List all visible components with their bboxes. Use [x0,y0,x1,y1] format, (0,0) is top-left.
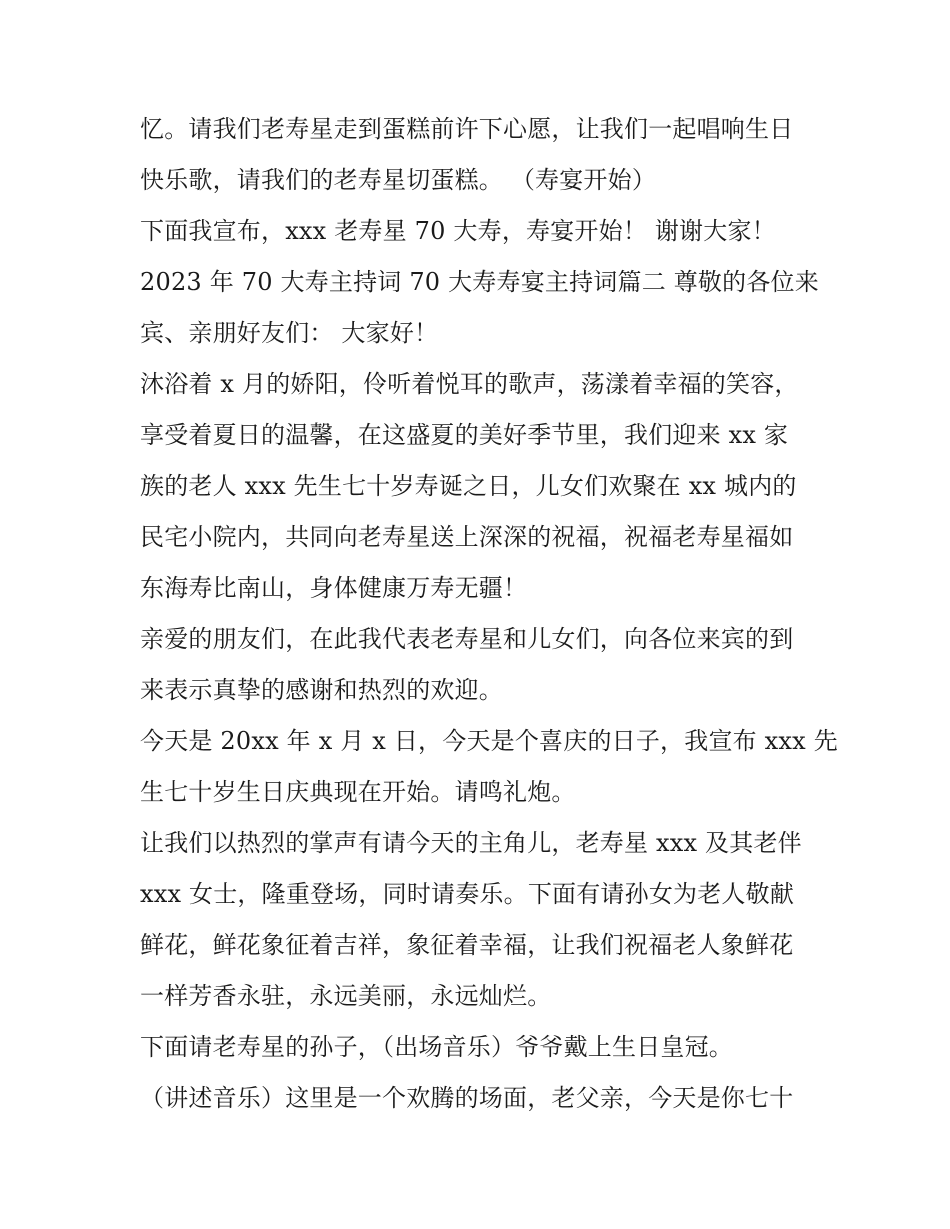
text-line: 亲爱的朋友们，在此我代表老寿星和儿女们，向各位来宾的到 [140,625,794,653]
text-line: 民宅小院内，共同向老寿星送上深深的祝福，祝福老寿星福如 [140,523,794,551]
text-line: （讲述音乐）这里是一个欢腾的场面，老父亲，今天是你七十 [140,1084,794,1112]
text-line: 享受着夏日的温馨，在这盛夏的美好季节里，我们迎来 xx 家 [140,421,789,449]
text-line: 让我们以热烈的掌声有请今天的主角儿，老寿星 xxx 及其老伴 [140,829,802,857]
text-line: 沐浴着 x 月的娇阳，伶听着悦耳的歌声，荡漾着幸福的笑容， [140,370,799,398]
text-line: 下面我宣布，xxx 老寿星 70 大寿，寿宴开始！ 谢谢大家！ [140,217,776,245]
text-line: xxx 女士，隆重登场，同时请奏乐。下面有请孙女为老人敬献 [140,880,795,908]
text-line: 快乐歌，请我们的老寿星切蛋糕。 （寿宴开始） [140,166,657,194]
text-line: 鲜花，鲜花象征着吉祥，象征着幸福，让我们祝福老人象鲜花 [140,931,794,959]
text-line: 来表示真挚的感谢和热烈的欢迎。 [140,676,503,704]
document-body [140,104,838,1124]
text-line: 2023 年 70 大寿主持词 70 大寿寿宴主持词篇二 尊敬的各位来 [140,268,819,296]
text-line: 忆。请我们老寿星走到蛋糕前许下心愿，让我们一起唱响生日 [140,115,794,143]
text-line: 族的老人 xxx 先生七十岁寿诞之日，儿女们欢聚在 xx 城内的 [140,472,797,500]
text-line: 一样芳香永驻，永远美丽，永远灿烂。 [140,982,552,1010]
text-line: 生七十岁生日庆典现在开始。请鸣礼炮。 [140,778,576,806]
text-line: 今天是 20xx 年 x 月 x 日，今天是个喜庆的日子，我宣布 xxx 先 [140,727,838,755]
text-line: 下面请老寿星的孙子，（出场音乐）爷爷戴上生日皇冠。 [140,1033,733,1061]
text-line: 东海寿比南山，身体健康万寿无疆！ [140,574,528,602]
text-line: 宾、亲朋好友们： 大家好！ [140,319,439,347]
